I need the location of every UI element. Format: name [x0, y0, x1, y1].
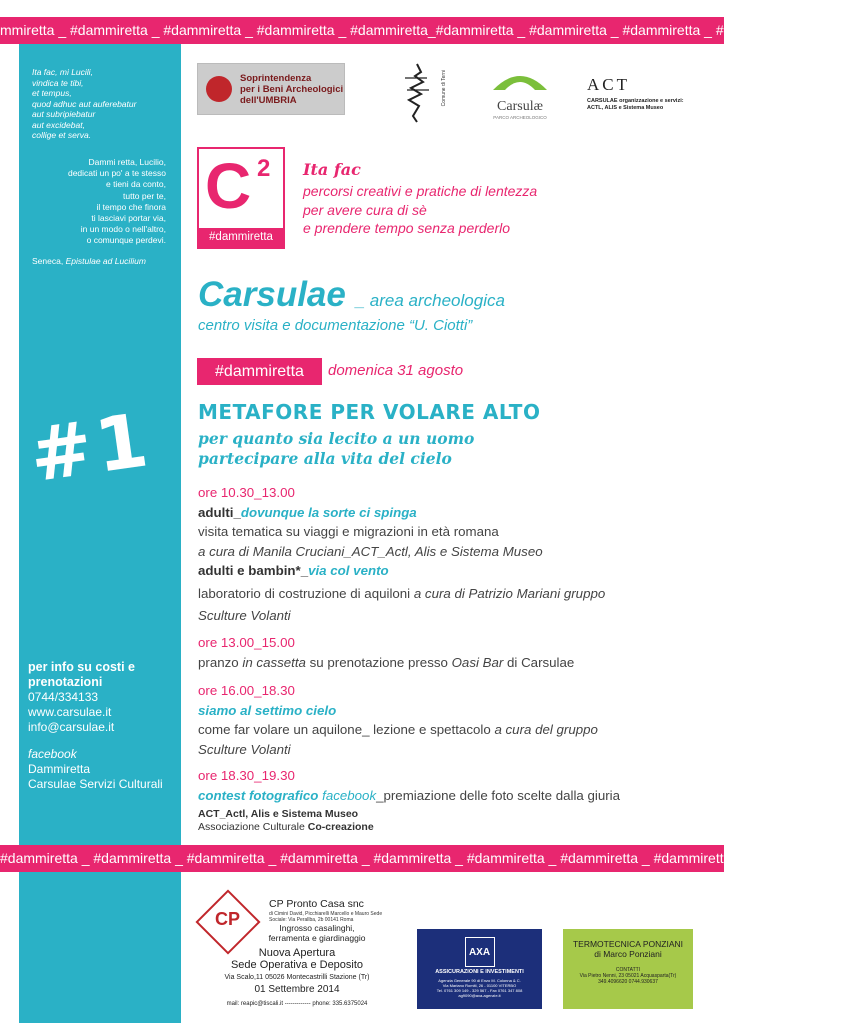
venue-name: Carsulae [198, 275, 346, 314]
dragon-icon [397, 60, 437, 126]
itafac-subtitle [303, 182, 537, 238]
middle-banner-text: #dammiretta _ #dammiretta _ #dammiretta _ #dammiretta _ #dammiretta _ #dammiretta _ #dammiretta _ #dammiretta_#dammiretta _ # [0, 850, 841, 866]
c2-superscript: 2 [257, 155, 271, 182]
italian-line: il tempo che finora [96, 201, 166, 212]
latin-line: aut excidebat, [32, 119, 85, 130]
program-time: ore 16.00_18.30 [198, 683, 295, 698]
program-block-3 [198, 681, 598, 759]
event-number: #1 [24, 396, 157, 500]
axa-logo: AXA [465, 937, 495, 967]
latin-line: quod adhuc aut auferebatur [32, 98, 137, 109]
latin-line: vindica te tibi, [32, 77, 84, 88]
act-sub: CARSULAE organizzazione e servizi: [587, 98, 684, 104]
term-title: TERMOTECNICA PONZIANI [572, 939, 684, 949]
cp-nuova: Nuova Apertura [258, 947, 336, 959]
facebook-page[interactable]: Carsulae Servizi Culturali [28, 777, 163, 791]
cp-desc: ferramenta e giardinaggio [268, 933, 366, 943]
latin-line: Ita fac, mi Lucili, [32, 67, 93, 77]
itafac-line: percorsi creativi e pratiche di lentezza [303, 183, 538, 199]
italian-line: o comunque perdevi. [86, 235, 166, 246]
program-text: in cassetta [242, 654, 306, 670]
organizer: ACT_Actl, Alis e Sistema Museo [198, 808, 359, 820]
axa-line: Agenzia Generale 90 di Enzo M. Colonna & C. [438, 978, 521, 983]
logo-text: dell'UMBRIA [240, 94, 297, 106]
program-audience: adulti_ [198, 504, 241, 520]
act-logo-text: ACT [587, 75, 630, 94]
program-text: su prenotazione presso [309, 654, 448, 670]
info-block [28, 660, 178, 792]
program-title: dovunque la sorte ci spinga [240, 504, 417, 520]
soprintendenza-icon [206, 76, 232, 102]
cp-logo-text: CP [215, 909, 241, 929]
sidebar-bottom [19, 872, 181, 1023]
program-facebook: facebook [322, 787, 377, 803]
program-time: ore 10.30_13.00 [198, 485, 295, 500]
program-group: Sculture Volanti [198, 741, 291, 757]
term-sub: di Marco Ponziani [594, 949, 662, 959]
program-title: contest fotografico [198, 787, 319, 803]
axa-title: ASSICURAZIONI E INVESTIMENTI [435, 969, 524, 975]
term-contact: CONTATTI [615, 967, 641, 973]
carsulae-logo [489, 68, 551, 123]
italian-line: tutto per te, [123, 190, 166, 201]
latin-line: et tempus, [32, 88, 72, 98]
event-subtitle-line: partecipare alla vita del cielo [198, 449, 452, 468]
top-banner-text: mmiretta _ #dammiretta _ #dammiretta _ #dammiretta _ #dammiretta_#dammiretta _ #dammiretta _ #dammiretta _ #dammiretta _ #dammi [0, 22, 859, 38]
cp-address: di Cimini David, Picchiarelli Marcello e Mauro Sede Sociale: Via Perallba, 2b 00141 Roma [269, 911, 383, 923]
middle-banner [0, 845, 841, 872]
axa-line: ag9090@axa-agenzie.it [458, 993, 501, 998]
event-date: domenica 31 agosto [328, 362, 464, 379]
top-banner [0, 17, 859, 44]
program-block-2 [198, 633, 574, 672]
program-title: siamo al settimo cielo [198, 702, 337, 718]
organizer: Associazione Culturale [198, 821, 305, 833]
term-contact: Via Pietro Nenni, 23 05021 Acquasparta(Tr) [579, 973, 677, 979]
itafac-line: e prendere tempo senza perderlo [303, 220, 511, 236]
italian-line: e tieni da conto, [105, 179, 166, 190]
logo-text: per i Beni Archeologici [240, 83, 344, 95]
soprintendenza-logo [197, 63, 345, 115]
program-block-1 [198, 483, 605, 626]
program-group: Sculture Volanti [198, 608, 291, 623]
sponsor-axa [417, 929, 542, 1009]
program-description: laboratorio di costruzione di aquiloni [198, 585, 411, 601]
facebook-page[interactable]: Dammiretta [28, 762, 91, 776]
cp-contact: mail: reapic@tiscali.it ------------- phone: 335.6375024 [226, 1001, 368, 1007]
itafac-line: per avere cura di sè [303, 201, 427, 218]
event-subtitle-line: per quanto sia lecito a un uomo [198, 429, 475, 448]
latin-line: collige et serva. [32, 130, 92, 140]
cp-nuova: Sede Operativa e Deposito [230, 959, 364, 971]
comune-terni-logo [397, 60, 447, 126]
info-title: per info su costi e [28, 660, 135, 674]
carsulae-logo-text: Carsulæ [497, 99, 543, 114]
c2-letter: C [205, 150, 252, 222]
hill-icon [489, 68, 551, 92]
event-hashtag: #dammiretta [197, 358, 322, 385]
italian-quote [30, 157, 166, 247]
program-audience: adulti e bambin*_ [198, 563, 309, 578]
quote-author [32, 256, 146, 266]
program-text: pranzo [198, 654, 239, 670]
italian-line: dedicati un po' a te stesso [67, 168, 166, 179]
program-description: come far volare un aquilone_ lezione e spettacolo [198, 722, 491, 737]
cp-date: 01 Settembre 2014 [254, 984, 340, 995]
comune-label: Comune di Terni [441, 70, 447, 107]
logos-row [197, 60, 707, 130]
axa-line: Via Mariano Romiti, 26 - 01100 VITERBO [442, 983, 517, 988]
program-time: ore 18.30_19.30 [198, 768, 295, 783]
logo-text: Soprintendenza [240, 72, 312, 84]
program-description: visita tematica su viaggi e migrazioni in età romana [198, 524, 499, 539]
venue-title [198, 275, 505, 315]
email-link[interactable]: info@carsulae.it [28, 720, 115, 734]
program-curator: a cura del gruppo [494, 722, 598, 737]
italian-line: in un modo o nell'altro, [80, 224, 166, 235]
organizer-name: Co-creazione [307, 821, 374, 833]
author-name: Seneca, [32, 256, 64, 266]
itafac-title: Ita fac [303, 160, 361, 179]
program-text: di Carsulae [507, 654, 575, 670]
program-curator: a cura di Patrizio Mariani gruppo [413, 585, 606, 601]
event-title: METAFORE PER VOLARE ALTO [198, 400, 541, 424]
carsulae-logo-sub: PARCO ARCHEOLOGICO [493, 115, 547, 120]
c2-tag: #dammiretta [199, 228, 283, 247]
program-description: _premiazione delle foto scelte dalla giuria [376, 787, 621, 803]
phone-number[interactable]: 0744/334133 [28, 690, 99, 704]
program-curator: a cura di Manila Cruciani_ACT_Actl, Alis e Sistema Museo [198, 543, 543, 559]
author-work: Epistulae ad Lucilium [65, 256, 146, 266]
act-logo [587, 75, 707, 112]
cp-via: Via Scalo,11 05026 Montecastrilli Stazione (Tr) [224, 974, 370, 981]
cp-name: CP Pronto Casa snc [269, 898, 364, 910]
program-time: ore 13.00_15.00 [198, 635, 295, 650]
term-contact: 349.4096620 0744.930637 [598, 979, 658, 985]
latin-quote [32, 67, 172, 141]
sponsor-termotecnica [563, 929, 693, 1009]
sponsor-cp-pronto-casa [197, 895, 397, 1013]
program-block-4 [198, 766, 620, 834]
cp-desc: Ingrosso casalinghi, [279, 923, 355, 933]
event-subtitle [198, 429, 474, 469]
program-title: via col vento [308, 563, 389, 578]
latin-line: aut subripiebatur [32, 109, 96, 119]
program-venue: Oasi Bar [451, 654, 504, 670]
italian-line: ti lasciavi portar via, [91, 213, 166, 224]
italian-line: Dammi retta, Lucilio, [88, 157, 166, 167]
act-sub: ACTL, ALIS e Sistema Museo [587, 105, 664, 111]
venue-subtitle: centro visita e documentazione “U. Ciotti” [198, 317, 473, 334]
axa-line: Tel. 0761 309 149 - 329 567 - Fax 0761 347 808 [436, 988, 523, 993]
info-title: prenotazioni [28, 675, 103, 689]
c2-logo [197, 147, 285, 249]
website-link[interactable]: www.carsulae.it [28, 705, 112, 719]
venue-suffix: _ area archeologica [355, 291, 505, 310]
facebook-label: facebook [28, 747, 77, 761]
